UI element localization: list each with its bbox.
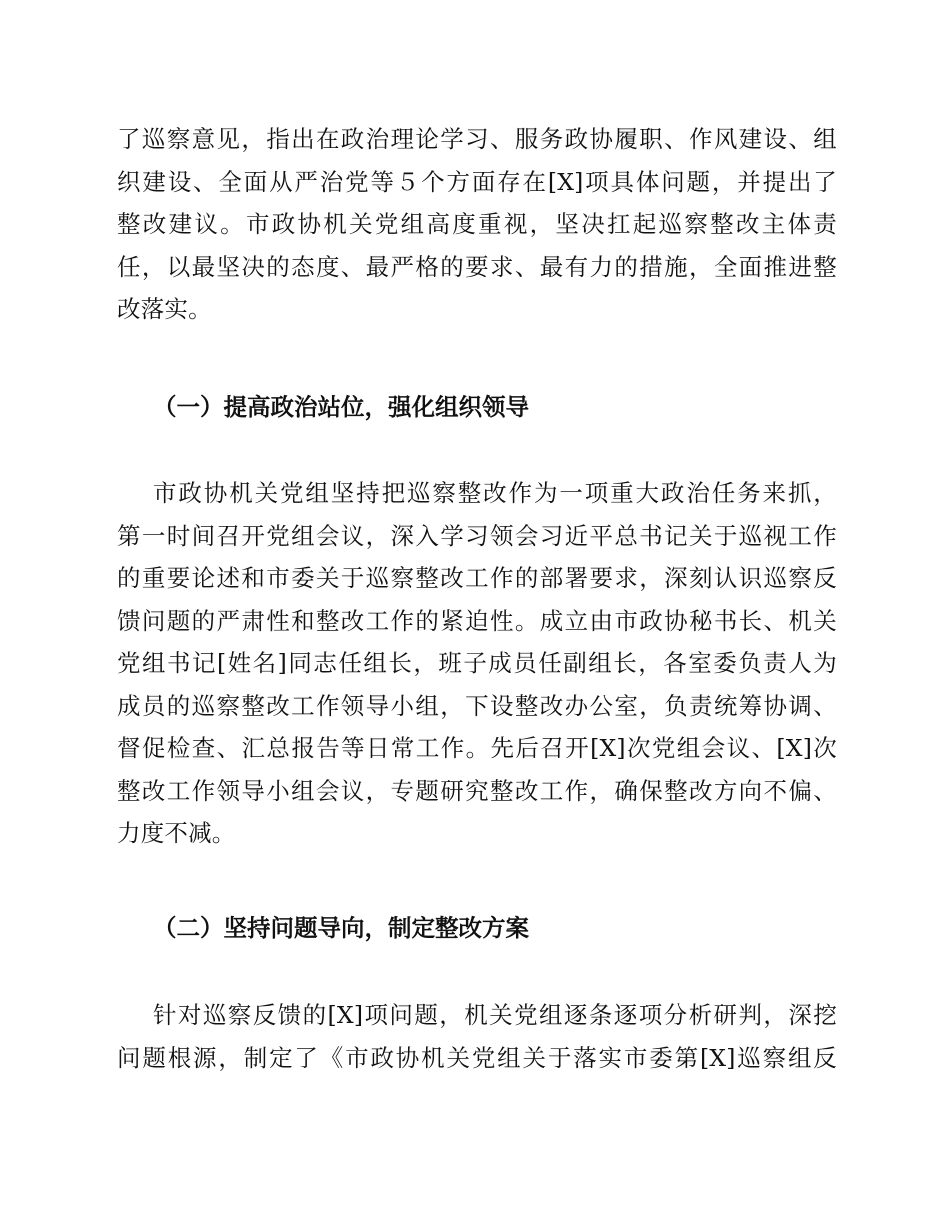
text-line: 整改建议。市政协机关党组高度重视，坚决扛起巡察整改主体责 — [117, 210, 837, 238]
text-line: 第一时间召开党组会议，深入学习领会习近平总书记关于巡视工作 — [117, 521, 837, 550]
text-line: 问题根源，制定了《市政协机关党组关于落实市委第[X]巡察组反 — [117, 1043, 837, 1072]
section-heading-2: （二）坚持问题导向，制定整改方案 — [153, 914, 529, 942]
text-line: 党组书记[姓名]同志任组长，班子成员任副组长，各室委负责人为 — [117, 649, 837, 677]
text-line: 织建设、全面从严治党等５个方面存在[X]项具体问题，并提出了 — [117, 167, 837, 196]
text-line: 督促检查、汇总报告等日常工作。先后召开[X]次党组会议、[X]次 — [117, 734, 837, 762]
section-heading-1: （一）提高政治站位，强化组织领导 — [153, 393, 529, 421]
paragraph-intro — [117, 118, 837, 331]
text-line: 成员的巡察整改工作领导小组，下设整改办公室，负责统筹协调、 — [117, 691, 837, 720]
text-line: 力度不减。 — [117, 819, 236, 847]
paragraph-section-2 — [117, 994, 837, 1079]
text-line: 了巡察意见，指出在政治理论学习、服务政协履职、作风建设、组 — [117, 125, 837, 153]
text-line: 针对巡察反馈的[X]项问题，机关党组逐条逐项分析研判，深挖 — [153, 1001, 837, 1029]
paragraph-section-1 — [117, 472, 837, 855]
text-line: 整改工作领导小组会议，专题研究整改工作，确保整改方向不偏、 — [117, 776, 837, 805]
text-line: 馈问题的严肃性和整改工作的紧迫性。成立由市政协秘书长、机关 — [117, 606, 837, 635]
text-line: 改落实。 — [117, 295, 212, 323]
text-line: 的重要论述和市委关于巡察整改工作的部署要求，深刻认识巡察反 — [117, 564, 837, 592]
text-line: 任，以最坚决的态度、最严格的要求、最有力的措施，全面推进整 — [117, 252, 837, 281]
text-line: 市政协机关党组坚持把巡察整改作为一项重大政治任务来抓， — [153, 479, 837, 507]
